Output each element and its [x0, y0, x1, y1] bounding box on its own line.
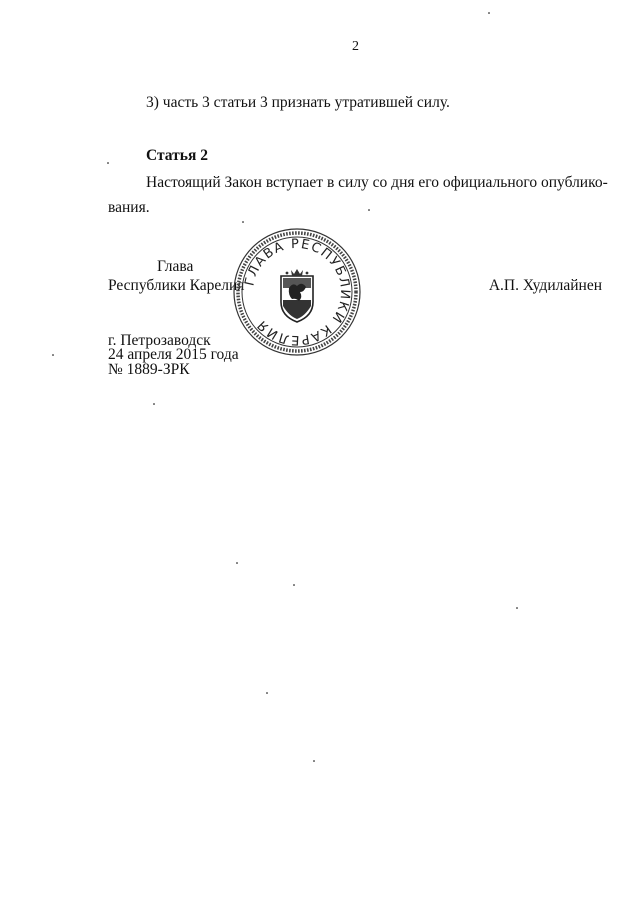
signatory-name: А.П. Худилайнен	[488, 277, 602, 294]
scan-speck	[266, 692, 268, 694]
svg-text:ГЛАВА РЕСПУБЛИКИ КАРЕЛИЯ: ГЛАВА РЕСПУБЛИКИ КАРЕЛИЯ	[242, 236, 353, 348]
official-seal	[231, 226, 363, 358]
scan-speck	[52, 354, 54, 356]
scan-speck	[107, 162, 109, 164]
place-city: г. Петрозаводск	[108, 332, 211, 349]
scan-speck	[516, 607, 518, 609]
article-text-line-1: Настоящий Закон вступает в силу со дня его официального опублико-	[146, 174, 608, 191]
list-item-3: 3) часть 3 статьи 3 признать утратившей силу.	[146, 94, 450, 111]
signatory-organization: Республики Карелия	[108, 277, 245, 294]
signatory-title: Глава	[157, 258, 194, 275]
scan-speck	[313, 760, 315, 762]
coat-of-arms-icon	[281, 269, 313, 322]
document-number: № 1889-ЗРК	[108, 361, 190, 378]
scan-speck	[242, 221, 244, 223]
scan-speck	[488, 12, 490, 14]
page-number: 2	[352, 39, 359, 54]
scan-speck	[293, 584, 295, 586]
scan-speck	[153, 403, 155, 405]
scan-speck	[236, 562, 238, 564]
document-date: 24 апреля 2015 года	[108, 346, 239, 363]
article-text-line-2: вания.	[108, 199, 150, 216]
scan-speck	[368, 209, 370, 211]
article-heading: Статья 2	[146, 147, 208, 164]
